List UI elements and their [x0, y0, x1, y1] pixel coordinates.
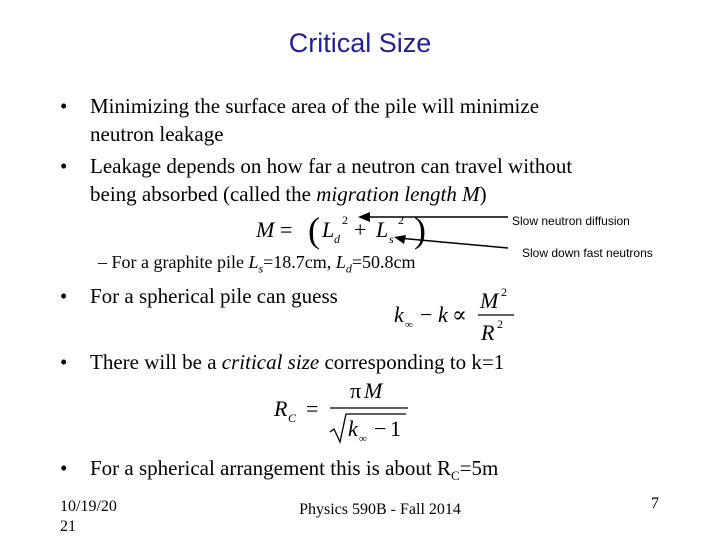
eq-r: R	[481, 320, 495, 345]
eq-open-paren: (	[308, 210, 320, 250]
bullet-text-pre: There will be a	[90, 350, 222, 374]
eq-m: M	[364, 378, 383, 403]
eq-sup-2: 2	[501, 285, 507, 299]
bullet-marker: •	[60, 154, 68, 178]
critical-radius-equation	[270, 374, 420, 446]
bullet-leakage	[60, 152, 700, 208]
eq-equals: =	[306, 396, 319, 421]
eq-sup-2: 2	[497, 317, 503, 331]
page-number: 7	[651, 495, 659, 512]
eq-k: k	[394, 302, 404, 327]
migration-length-equation	[250, 202, 710, 252]
proportionality-equation	[390, 282, 530, 346]
bullet-marker: •	[60, 94, 68, 118]
bullet-line-pre: being absorbed (called the	[90, 182, 317, 206]
bullet-spherical-guess	[60, 282, 400, 310]
annotation-slow-down: Slow down fast neutrons	[522, 246, 653, 260]
ld-variable: L	[335, 252, 346, 272]
critical-size-term: critical size	[221, 350, 320, 374]
bullet-text	[90, 454, 498, 490]
sub-bullet-pre: For a graphite pile	[111, 252, 249, 272]
eq-equals: =	[280, 217, 293, 242]
bullet-minimize-surface	[60, 92, 700, 148]
eq-sub-inf: ∞	[405, 319, 413, 331]
rc-subscript: C	[451, 468, 460, 484]
eq-l: L	[322, 217, 335, 242]
eq-sub-inf: ∞	[359, 433, 367, 445]
bullet-text	[90, 92, 539, 148]
bullet-line: Leakage depends on how far a neutron can travel without	[90, 154, 573, 178]
eq-proportional: ∝	[452, 302, 467, 327]
eq-sub-c: C	[288, 411, 297, 425]
bullet-spherical-arrangement	[60, 454, 660, 484]
eq-m: M	[480, 288, 499, 313]
eq-sub-d: d	[334, 232, 340, 246]
eq-close-paren: )	[414, 210, 426, 250]
sub-bullet-dash: –	[98, 252, 107, 272]
sub-bullet-graphite	[98, 250, 518, 276]
eq-m: M	[256, 217, 275, 242]
footer-date	[60, 497, 150, 539]
ls-subscript: s	[258, 261, 264, 276]
footer-course: Physics 590B - Fall 2014	[299, 501, 461, 518]
eq-plus: +	[354, 217, 367, 242]
bullet-text-post: corresponding to k=1	[319, 350, 505, 374]
ld-value: =50.8cm	[351, 252, 416, 272]
migration-length-term: migration length M	[316, 182, 480, 206]
eq-k: k	[348, 416, 358, 441]
eq-k: k	[438, 302, 448, 327]
eq-sub-s: s	[389, 232, 394, 246]
eq-minus: −	[374, 416, 387, 441]
ls-value: =18.7cm,	[263, 252, 336, 272]
ld-subscript: d	[345, 261, 352, 276]
slide-title: Critical Size	[288, 28, 432, 58]
bullet-text	[90, 152, 572, 208]
eq-pi: π	[350, 378, 362, 403]
bullet-line: neutron leakage	[90, 122, 224, 146]
bullet-line-post: )	[479, 182, 487, 206]
bullet-text: For a spherical pile can guess	[90, 284, 338, 308]
eq-sup-2: 2	[342, 213, 348, 227]
arrow-slowdown-head	[394, 235, 406, 244]
eq-one: 1	[390, 416, 401, 441]
eq-sup-2: 2	[398, 213, 404, 227]
bullet-marker: •	[60, 456, 68, 480]
ls-variable: L	[248, 252, 259, 272]
annotation-slow-diffusion: Slow neutron diffusion	[512, 214, 630, 228]
bullet-marker: •	[60, 284, 68, 308]
bullet-text	[90, 348, 504, 376]
bullet-critical-size	[60, 348, 660, 376]
footer-date-line: 10/19/20	[60, 498, 117, 515]
footer-date-line: 21	[60, 518, 76, 535]
bullet-line: Minimizing the surface area of the pile will minimize	[90, 94, 540, 118]
bullet-text-post: =5m	[459, 456, 499, 480]
eq-r: R	[274, 396, 288, 421]
eq-l: L	[376, 217, 389, 242]
eq-minus: −	[420, 302, 433, 327]
bullet-marker: •	[60, 350, 68, 374]
bullet-text-pre: For a spherical arrangement this is about R	[90, 456, 451, 480]
